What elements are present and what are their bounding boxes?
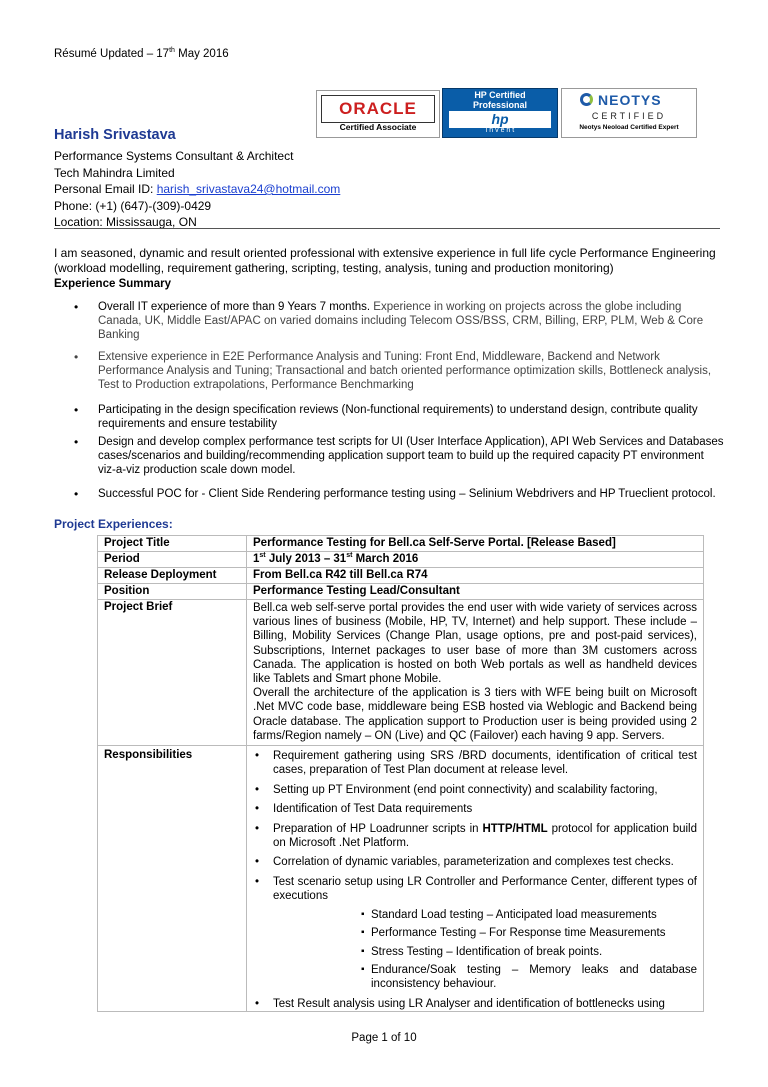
list-item: • Participating in the design specification reviews (Non-functional requirements) to understand design, contribute quality requirements and ensure testability <box>54 403 724 431</box>
neotys-mark-icon <box>580 93 593 106</box>
table-row: Project Brief Bell.ca web self-serve portal provides the end user with wide variety of services across various lines of business (Mobile, HP, TV, Internet) and help support. These include – Billing, Mobility Services (Change Plan, usage options, pre and post-paid services), Subscriptions, Internet packages to user base of more than 3M customers across Canada. The application is hosted on both Web portals as well as handheld devices like Tablets and Smart phone Mobile. Overall the architecture of the application is 3 tiers with WFE being built on Microsoft .Net MVC code base, middleware being ESB hosted via Weblogic and Backend being Oracle database. The application support to Production user is being provided using 2 farms/Region namely – ON (Live) and QC (Failover) each having 9 app. Servers. <box>98 600 704 746</box>
table-row: Project Title Performance Testing for Bell.ca Self-Serve Portal. [Release Based] <box>98 536 704 552</box>
project-table <box>97 535 704 1012</box>
list-item: • Extensive experience in E2E Performance Analysis and Tuning: Front End, Middleware, Backend and Network Performance Analysis and Tuning; Transactional and batch oriented performance optimization skills, Bottleneck analysis, Test to Production extrapolations, Performance Benchmarking <box>54 350 724 392</box>
responsibilities-list <box>253 749 697 1011</box>
table-row: Responsibilities • Requirement gathering using SRS /BRD documents, identification of critical test cases, preparation of Test Plan document at release level. • Setting up PT Environment (end point connectivity) and scalability factoring, • Identification of Test Data requirements • Preparation of HP Loadrunner scripts in HTTP/HTML protocol for application build on Microsoft .Net Platform. • Correlation of dynamic variables, parameterization and complexes test checks. • Test scenario setup using LR Controller and Performance Center, different types of executions ▪ Standard Load testing – Anticipated load measurements ▪ Performance Testing – For Response time Measurements ▪ Stress Testing – Identification of break points. ▪ Endurance/Soak testing – Memory leaks and database inconsistency behaviour. • Test Result analysis using LR Analyser and identification of bottlenecks using <box>98 746 704 1012</box>
table-row: Release Deployment From Bell.ca R42 till Bell.ca R74 <box>98 568 704 584</box>
hp-certified-professional-logo: HP Certified Professional hp i n v e n t <box>442 88 558 138</box>
list-item: • Preparation of HP Loadrunner scripts in HTTP/HTML protocol for application build on Microsoft .Net Platform. <box>253 822 697 851</box>
job-title: Performance Systems Consultant & Architect <box>54 149 294 163</box>
list-item: ▪ Stress Testing – Identification of break points. <box>273 945 697 959</box>
neotys-certified-logo: NEOTYS CERTIFIED Neotys Neoload Certified Expert <box>561 88 697 138</box>
project-experiences-heading: Project Experiences: <box>54 517 173 531</box>
list-item: • Overall IT experience of more than 9 Years 7 months. Experience in working on projects across the globe including Canada, UK, Middle East/APAC on varied domains including Telecom OSS/BSS, CRM, Billing, ERP, PLM, Web & Core Banking <box>54 300 724 342</box>
page-number: Page 1 of 10 <box>351 1032 417 1044</box>
candidate-name: Harish Srivastava <box>54 127 176 143</box>
experience-summary-heading: Experience Summary <box>54 278 171 290</box>
list-item: • Setting up PT Environment (end point connectivity) and scalability factoring, <box>253 783 697 797</box>
list-item: • Requirement gathering using SRS /BRD documents, identification of critical test cases, preparation of Test Plan document at release level. <box>253 749 697 778</box>
company-name: Tech Mahindra Limited <box>54 165 175 180</box>
list-item: • Correlation of dynamic variables, parameterization and complexes test checks. <box>253 855 697 869</box>
experience-summary-list <box>54 300 724 509</box>
test-types-list <box>273 908 697 992</box>
intro-paragraph: I am seasoned, dynamic and result oriented professional with extensive experience in full life cycle Performance Engineering (workload modelling, requirement gathering, scripting, testing, analysis, tuning and production monitoring) <box>54 246 716 275</box>
phone-line: Phone: (+1) (647)-(309)-0429 <box>54 198 212 213</box>
contact-block <box>54 148 340 231</box>
header-divider <box>54 228 720 229</box>
table-row: Period 1st July 2013 – 31st March 2016 <box>98 552 704 568</box>
list-item: • Test scenario setup using LR Controller and Performance Center, different types of executions ▪ Standard Load testing – Anticipated load measurements ▪ Performance Testing – For Response time Measurements ▪ Stress Testing – Identification of break points. ▪ Endurance/Soak testing – Memory leaks and database inconsistency behaviour. <box>253 875 697 992</box>
resume-updated-date: Résumé Updated – 17th May 2016 <box>54 47 229 60</box>
list-item: ▪ Endurance/Soak testing – Memory leaks and database inconsistency behaviour. <box>273 963 697 992</box>
email-line: Personal Email ID: harish_srivastava24@hotmail.com <box>54 182 341 196</box>
list-item: ▪ Performance Testing – For Response time Measurements <box>273 926 697 940</box>
list-item: • Successful POC for - Client Side Rendering performance testing using – Selinium Webdrivers and HP Trueclient protocol. <box>54 487 724 501</box>
list-item: • Identification of Test Data requirements <box>253 802 697 816</box>
location-line: Location: Mississauga, ON <box>54 215 197 229</box>
list-item: • Test Result analysis using LR Analyser and identification of bottlenecks using <box>253 997 697 1011</box>
email-link[interactable]: harish_srivastava24@hotmail.com <box>156 182 341 196</box>
oracle-certified-logo: ORACLE Certified Associate <box>316 90 440 138</box>
table-row: Position Performance Testing Lead/Consultant <box>98 584 704 600</box>
list-item: ▪ Standard Load testing – Anticipated load measurements <box>273 908 697 922</box>
list-item: • Design and develop complex performance test scripts for UI (User Interface Application), API Web Services and Databases cases/scenarios and building/recommending application support team to build up the required capacity PT environment viz-a-viz production scale down model. <box>54 435 724 477</box>
